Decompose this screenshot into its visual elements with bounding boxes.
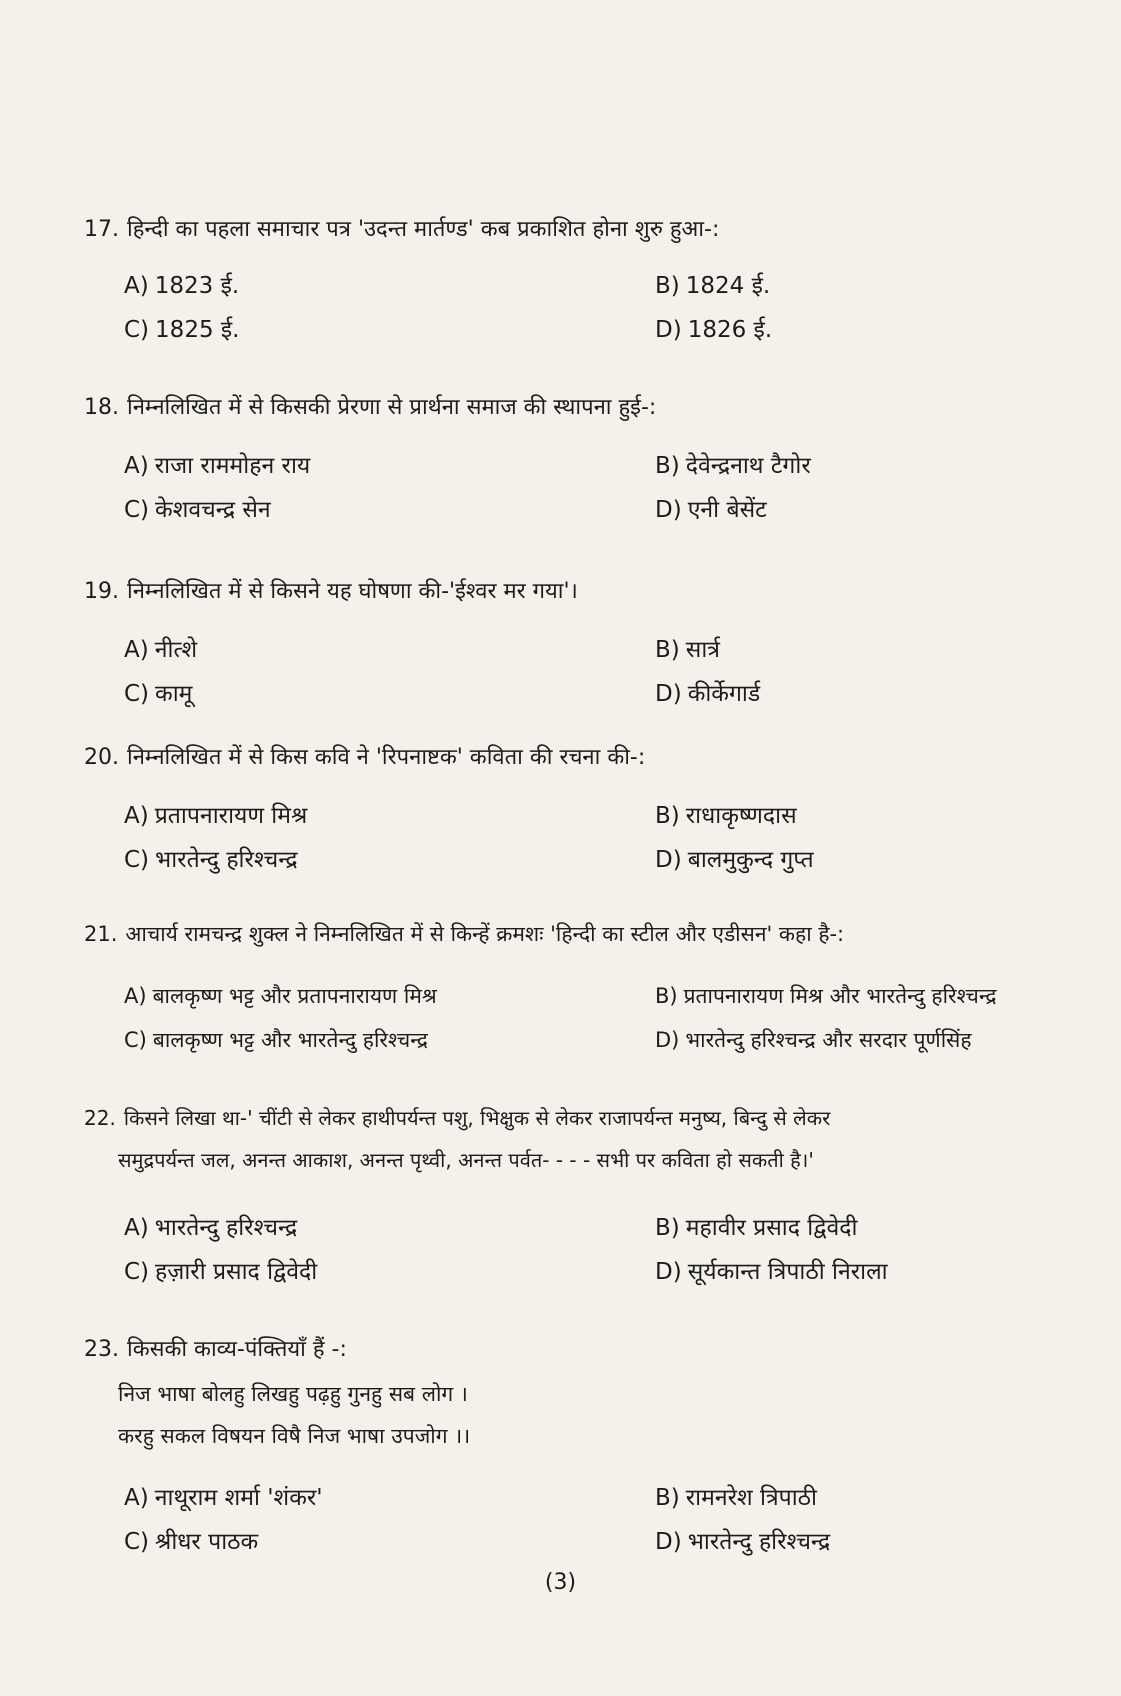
question-number: 19.	[84, 579, 119, 604]
question-text: 22. किसने लिखा था-' चींटी से लेकर हाथीपर्यन्त पशु, भिक्षुक से लेकर राजापर्यन्त मनुष्य, बिन्दु से लेकर	[84, 1106, 831, 1130]
couplet-line-1: निज भाषा बोलहु लिखहु पढ़हु गुनहु सब लोग ।	[118, 1382, 468, 1406]
question-text: 20. निम्नलिखित में से किस कवि ने 'रिपनाष्टक' कविता की रचना की-:	[84, 745, 646, 770]
option-d: D) बालमुकुन्द गुप्त	[655, 847, 814, 873]
option-c: C) हज़ारी प्रसाद द्विवेदी	[124, 1259, 318, 1285]
question-text: 21. आचार्य रामचन्द्र शुक्ल ने निम्नलिखित में से किन्हें क्रमशः 'हिन्दी का स्टील और एडीसन' कहा है-:	[84, 922, 845, 946]
option-c: C) श्रीधर पाठक	[124, 1529, 259, 1555]
option-b: B) राधाकृष्णदास	[655, 803, 797, 829]
option-d: D) एनी बेसेंट	[655, 497, 767, 523]
option-d: D) भारतेन्दु हरिश्चन्द्र और सरदार पूर्णसिंह	[655, 1028, 972, 1052]
option-b: B) देवेन्द्रनाथ टैगोर	[655, 453, 811, 479]
question-number: 18.	[84, 395, 119, 420]
option-b: B) महावीर प्रसाद द्विवेदी	[655, 1215, 858, 1241]
option-a: A) बालकृष्ण भट्ट और प्रतापनारायण मिश्र	[124, 984, 437, 1008]
option-d: D) सूर्यकान्त त्रिपाठी निराला	[655, 1259, 888, 1285]
question-text: 23. किसकी काव्य-पंक्तियाँ हैं -:	[84, 1337, 347, 1362]
question-number: 22.	[84, 1106, 116, 1130]
option-a: A) 1823 ई.	[124, 273, 240, 299]
option-b: B) रामनरेश त्रिपाठी	[655, 1485, 818, 1511]
option-c: C) बालकृष्ण भट्ट और भारतेन्दु हरिश्चन्द्र	[124, 1028, 428, 1052]
couplet-line-2: करहु सकल विषयन विषै निज भाषा उपजोग ।।	[118, 1424, 471, 1448]
option-a: A) राजा राममोहन राय	[124, 453, 311, 479]
option-a: A) नीत्शे	[124, 637, 198, 663]
question-text: 17. हिन्दी का पहला समाचार पत्र 'उदन्त मार्तण्ड' कब प्रकाशित होना शुरु हुआ-:	[84, 217, 720, 242]
option-b: B) प्रतापनारायण मिश्र और भारतेन्दु हरिश्चन्द्र	[655, 984, 997, 1008]
page-number: (3)	[544, 1570, 577, 1595]
question-text-continued: समुद्रपर्यन्त जल, अनन्त आकाश, अनन्त पृथ्वी, अनन्त पर्वत- - - - सभी पर कविता हो सकती है।'	[118, 1148, 814, 1172]
option-d: D) भारतेन्दु हरिश्चन्द्र	[655, 1529, 831, 1555]
option-c: C) 1825 ई.	[124, 317, 240, 343]
question-number: 20.	[84, 745, 119, 770]
option-d: D) कीर्केगार्ड	[655, 681, 761, 707]
option-c: C) केशवचन्द्र सेन	[124, 497, 271, 523]
question-text: 18. निम्नलिखित में से किसकी प्रेरणा से प्रार्थना समाज की स्थापना हुई-:	[84, 395, 657, 420]
option-b: B) सार्त्र	[655, 637, 720, 663]
question-text: 19. निम्नलिखित में से किसने यह घोषणा की-'ईश्वर मर गया'।	[84, 579, 578, 604]
option-b: B) 1824 ई.	[655, 273, 771, 299]
option-a: A) प्रतापनारायण मिश्र	[124, 803, 308, 829]
option-a: A) भारतेन्दु हरिश्चन्द्र	[124, 1215, 298, 1241]
question-number: 21.	[84, 922, 118, 946]
option-c: C) कामू	[124, 681, 193, 707]
question-number: 17.	[84, 217, 119, 242]
option-c: C) भारतेन्दु हरिश्चन्द्र	[124, 847, 298, 873]
question-number: 23.	[84, 1337, 119, 1362]
option-d: D) 1826 ई.	[655, 317, 773, 343]
option-a: A) नाथूराम शर्मा 'शंकर'	[124, 1485, 323, 1511]
